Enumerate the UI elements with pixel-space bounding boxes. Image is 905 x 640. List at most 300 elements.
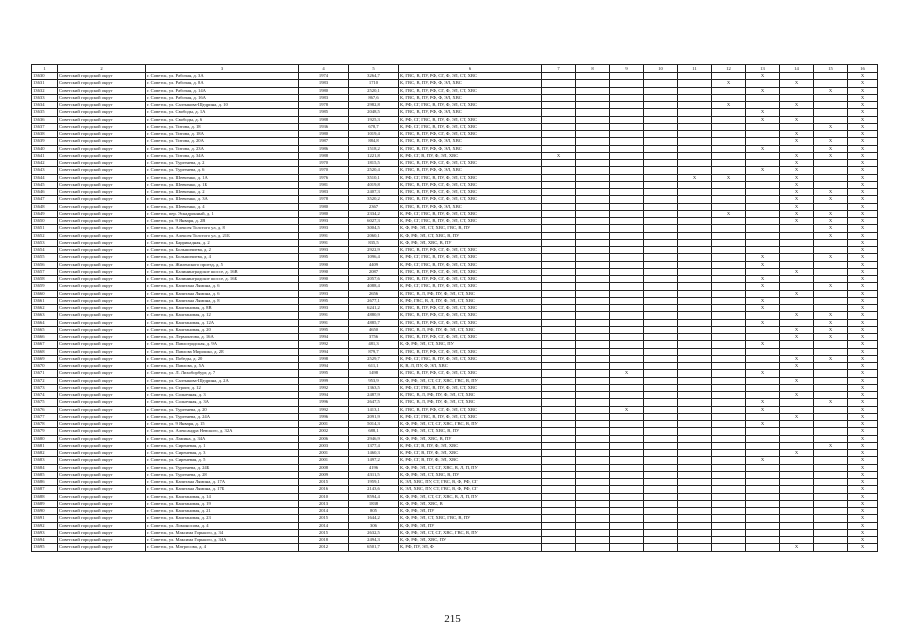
mark-cell [542, 413, 576, 420]
row-number: 13633 [32, 94, 58, 101]
mark-cell [644, 152, 678, 159]
row-number: 13634 [32, 102, 58, 109]
address-cell: г. Советск, ул. Сиреневая, д. 1 [146, 442, 299, 449]
elements-cell: К, РФ, СГ, ГВС, В, ПУ, Ф, ЭЛ, СТ, ХВС [399, 261, 542, 268]
mark-cell [576, 421, 610, 428]
column-header: 7 [542, 65, 576, 73]
mark-cell: X [814, 152, 848, 159]
mark-cell: X [746, 116, 780, 123]
address-cell: г. Советск, ул. Победы, д. 20 [146, 355, 299, 362]
address-cell: г. Советск, ул. Каштановая, д. 12А [146, 319, 299, 326]
area-cell: 4311,5 [349, 471, 399, 478]
mark-cell [678, 515, 712, 522]
mark-cell [576, 189, 610, 196]
mark-cell [678, 413, 712, 420]
area-cell: 3510,1 [349, 174, 399, 181]
district-cell: Советский городской округ [58, 421, 146, 428]
mark-cell [746, 413, 780, 420]
row-number: 13680 [32, 435, 58, 442]
address-cell: г. Советск, ул. Ломоносова, д. 4 [146, 522, 299, 529]
mark-cell [780, 435, 814, 442]
mark-cell [814, 392, 848, 399]
mark-cell [678, 363, 712, 370]
mark-cell [542, 522, 576, 529]
table-row [32, 174, 878, 181]
mark-cell [780, 87, 814, 94]
area-cell: 306 [349, 522, 399, 529]
table-row [32, 406, 878, 413]
mark-cell: X [746, 305, 780, 312]
year-cell: 1936 [299, 123, 349, 130]
mark-cell [610, 73, 644, 80]
address-cell: г. Советск, ул. Солнечная, д. 3А [146, 399, 299, 406]
elements-cell: К, ГВС, В, ПУ, РФ, СГ, Ф, ЭЛ, СТ, ХВС [399, 370, 542, 377]
column-header: 12 [712, 65, 746, 73]
mark-cell [780, 406, 814, 413]
mark-cell [576, 80, 610, 87]
address-cell: г. Советск, ул. Шевченко, д. 2 [146, 189, 299, 196]
mark-cell [610, 392, 644, 399]
area-cell: 2494,3 [349, 537, 399, 544]
mark-cell [644, 457, 678, 464]
elements-cell: К, Ф, РФ, ЭЛ, СТ, СГ, ХВС, ГВС, В, ПУ [399, 421, 542, 428]
mark-cell [678, 428, 712, 435]
mark-cell: X [848, 305, 878, 312]
mark-cell: X [780, 80, 814, 87]
mark-cell [746, 334, 780, 341]
mark-cell [712, 73, 746, 80]
mark-cell [746, 247, 780, 254]
mark-cell [678, 160, 712, 167]
area-cell: 2487,9 [349, 392, 399, 399]
year-cell: 2014 [299, 508, 349, 515]
mark-cell [542, 94, 576, 101]
table-row [32, 442, 878, 449]
elements-cell: К, ГВС, В, ПУ, РФ, Ф, ЭЛ, ХВС [399, 109, 542, 116]
mark-cell [678, 232, 712, 239]
area-cell: 2656 [349, 290, 399, 297]
row-number: 13684 [32, 464, 58, 471]
address-cell: г. Советск, ул. Каштановая, д. 12 [146, 312, 299, 319]
mark-cell: X [848, 515, 878, 522]
mark-cell [712, 486, 746, 493]
address-cell: г. Советск, ул. Рабочая, д. 14А [146, 87, 299, 94]
mark-cell [644, 413, 678, 420]
table-row [32, 515, 878, 522]
address-cell: г. Советск, ул. Тургенева, д. 24А [146, 413, 299, 420]
mark-cell [678, 145, 712, 152]
table-row [32, 537, 878, 544]
year-cell: 2012 [299, 544, 349, 551]
mark-cell [746, 131, 780, 138]
table-row [32, 392, 878, 399]
mark-cell [746, 493, 780, 500]
area-cell: 2922,9 [349, 247, 399, 254]
mark-cell [610, 355, 644, 362]
row-number: 13648 [32, 203, 58, 210]
mark-cell [610, 181, 644, 188]
area-cell: 4409 [349, 261, 399, 268]
elements-cell: К, Ф, РФ, ЭЛ, СТ, СГ, ХВС, В, Л, П, ПУ [399, 493, 542, 500]
mark-cell [644, 377, 678, 384]
address-cell: г. Советск, ул. Тургенева, д. 6 [146, 167, 299, 174]
elements-cell: К, РФ, СГ, В, ПУ, Ф, ЭЛ, ХВС [399, 457, 542, 464]
mark-cell [542, 515, 576, 522]
area-cell: 3520,2 [349, 196, 399, 203]
row-number: 13652 [32, 232, 58, 239]
address-cell: г. Советск, ул. Максима Горького, д. 34А [146, 537, 299, 544]
year-cell: 1996 [299, 399, 349, 406]
area-cell: 1959,1 [349, 479, 399, 486]
mark-cell [712, 268, 746, 275]
mark-cell [712, 131, 746, 138]
address-cell: г. Советск, ул. Капитана Лямина, д. 17Б [146, 486, 299, 493]
column-header: 15 [814, 65, 848, 73]
mark-cell [644, 196, 678, 203]
table-row [32, 297, 878, 304]
mark-cell [542, 457, 576, 464]
table-row [32, 355, 878, 362]
area-cell: 2057,6 [349, 276, 399, 283]
year-cell: 1996 [299, 413, 349, 420]
row-number: 13649 [32, 210, 58, 217]
mark-cell [644, 319, 678, 326]
mark-cell [610, 203, 644, 210]
mark-cell [746, 174, 780, 181]
year-cell: 1992 [299, 406, 349, 413]
mark-cell: X [780, 131, 814, 138]
district-cell: Советский городской округ [58, 529, 146, 536]
year-cell: 1995 [299, 326, 349, 333]
address-cell: г. Советск, пер. Эскадронный, д. 1 [146, 210, 299, 217]
district-cell: Советский городской округ [58, 515, 146, 522]
address-cell: г. Советск, ул. Ламина, д. 34А [146, 435, 299, 442]
mark-cell [542, 370, 576, 377]
mark-cell [746, 80, 780, 87]
mark-cell [678, 210, 712, 217]
area-cell: 2520,4 [349, 167, 399, 174]
mark-cell [678, 276, 712, 283]
mark-cell [746, 239, 780, 246]
area-cell: 4885,7 [349, 319, 399, 326]
district-cell: Советский городской округ [58, 123, 146, 130]
address-cell: г. Советск, ул. Калининградское шоссе, д. 16Б [146, 276, 299, 283]
mark-cell [576, 145, 610, 152]
mark-cell [644, 203, 678, 210]
mark-cell: X [780, 181, 814, 188]
year-cell: 1983 [299, 189, 349, 196]
mark-cell [746, 450, 780, 457]
row-number: 13674 [32, 392, 58, 399]
column-header: 11 [678, 65, 712, 73]
mark-cell [542, 109, 576, 116]
table-row [32, 80, 878, 87]
mark-cell [542, 247, 576, 254]
address-cell: г. Советск, ул. Салтыкова-Щедрина, д. 10 [146, 102, 299, 109]
row-number: 13651 [32, 225, 58, 232]
mark-cell: X [814, 189, 848, 196]
area-cell: 879,7 [349, 348, 399, 355]
mark-cell [644, 225, 678, 232]
mark-cell: X [814, 312, 848, 319]
area-cell: 2407,3 [349, 189, 399, 196]
mark-cell: X [848, 210, 878, 217]
mark-cell [712, 326, 746, 333]
mark-cell [542, 116, 576, 123]
district-cell: Советский городской округ [58, 94, 146, 101]
year-cell: 1990 [299, 261, 349, 268]
mark-cell [610, 254, 644, 261]
mark-cell [610, 529, 644, 536]
table-row [32, 363, 878, 370]
mark-cell [542, 87, 576, 94]
mark-cell: X [814, 196, 848, 203]
table-row [32, 421, 878, 428]
year-cell: 1995 [299, 254, 349, 261]
mark-cell [542, 261, 576, 268]
row-number: 13635 [32, 109, 58, 116]
row-number: 13671 [32, 370, 58, 377]
address-cell: г. Советск, ул. Каштановая, д. 19 [146, 500, 299, 507]
elements-cell: К, РФ, СГ, ГВС, В, ПУ, Ф, ЭЛ, СТ, ХВС [399, 254, 542, 261]
mark-cell [576, 486, 610, 493]
mark-cell: X [814, 283, 848, 290]
elements-cell: К, РФ, СГ, ГВС, В, ПУ, Ф, ЭЛ, СТ, ХВС [399, 102, 542, 109]
mark-cell [712, 413, 746, 420]
year-cell: 1991 [299, 312, 349, 319]
mark-cell [644, 355, 678, 362]
mark-cell [712, 348, 746, 355]
district-cell: Советский городской округ [58, 189, 146, 196]
district-cell: Советский городской округ [58, 167, 146, 174]
mark-cell [746, 152, 780, 159]
mark-cell: X [848, 181, 878, 188]
table-row [32, 305, 878, 312]
mark-cell [576, 471, 610, 478]
mark-cell [644, 276, 678, 283]
mark-cell [644, 471, 678, 478]
elements-cell: К, Ф, РФ, ЭЛ, ХВС, ПУ [399, 537, 542, 544]
mark-cell [610, 312, 644, 319]
mark-cell [644, 87, 678, 94]
mark-cell [814, 500, 848, 507]
mark-cell: X [780, 392, 814, 399]
district-cell: Советский городской округ [58, 377, 146, 384]
table-row [32, 189, 878, 196]
mark-cell [678, 87, 712, 94]
area-cell: 2632,5 [349, 529, 399, 536]
mark-cell: X [848, 87, 878, 94]
mark-cell: X [848, 145, 878, 152]
mark-cell [678, 334, 712, 341]
mark-cell [746, 529, 780, 536]
mark-cell [814, 109, 848, 116]
mark-cell [712, 384, 746, 391]
mark-cell [542, 210, 576, 217]
year-cell: 1983 [299, 94, 349, 101]
mark-cell [576, 174, 610, 181]
area-cell: 4880,9 [349, 312, 399, 319]
elements-cell: К, ГВС, В, ПУ, РФ, СГ, Ф, ЭЛ, СТ, ХВС [399, 334, 542, 341]
mark-cell [644, 450, 678, 457]
mark-cell: X [814, 399, 848, 406]
area-cell: 4088,4 [349, 283, 399, 290]
mark-cell [780, 254, 814, 261]
mark-cell: X [848, 167, 878, 174]
mark-cell: X [610, 370, 644, 377]
register-table [31, 64, 878, 552]
mark-cell: X [848, 406, 878, 413]
mark-cell [746, 312, 780, 319]
district-cell: Советский городской округ [58, 181, 146, 188]
elements-cell: К, РФ, СГ, ГВС, В, ПУ, Ф, ЭЛ, СТ, ХВС [399, 384, 542, 391]
mark-cell: X [814, 334, 848, 341]
mark-cell [780, 109, 814, 116]
mark-cell [610, 174, 644, 181]
mark-cell [814, 181, 848, 188]
mark-cell [576, 515, 610, 522]
mark-cell [678, 544, 712, 551]
row-number: 13646 [32, 189, 58, 196]
address-cell: г. Советск, ул. Тургенева, д. 2 [146, 160, 299, 167]
elements-cell: К, Ф, РФ, ЭЛ, ХВС, В [399, 500, 542, 507]
elements-cell: К, Ф, РФ, ЭЛ, ХВС, В, ПУ [399, 239, 542, 246]
mark-cell [542, 290, 576, 297]
address-cell: г. Советск, ул. Каштановая, д. 14 [146, 493, 299, 500]
year-cell: 1994 [299, 392, 349, 399]
district-cell: Советский городской округ [58, 442, 146, 449]
mark-cell [542, 225, 576, 232]
mark-cell [678, 486, 712, 493]
mark-cell [780, 399, 814, 406]
elements-cell: К, ГВС, В, Л, РФ, ПУ, Ф, ЭЛ, СТ, ХВС [399, 399, 542, 406]
mark-cell [814, 305, 848, 312]
mark-cell: X [848, 355, 878, 362]
mark-cell [644, 392, 678, 399]
mark-cell [576, 479, 610, 486]
mark-cell [644, 232, 678, 239]
mark-cell [644, 435, 678, 442]
mark-cell [644, 508, 678, 515]
district-cell: Советский городской округ [58, 522, 146, 529]
row-number: 13645 [32, 181, 58, 188]
area-cell: 6241,2 [349, 305, 399, 312]
year-cell: 1980 [299, 203, 349, 210]
elements-cell: К, ГВС, В, ПУ, РФ, СГ, Ф, ЭЛ, СТ, ХВС [399, 348, 542, 355]
row-number: 13695 [32, 544, 58, 551]
mark-cell [678, 377, 712, 384]
mark-cell: X [848, 276, 878, 283]
table-row [32, 479, 878, 486]
mark-cell: X [746, 283, 780, 290]
table-row [32, 254, 878, 261]
row-number: 13693 [32, 529, 58, 536]
year-cell: 2015 [299, 529, 349, 536]
row-number: 13669 [32, 355, 58, 362]
mark-cell: X [848, 254, 878, 261]
mark-cell [780, 297, 814, 304]
mark-cell [780, 508, 814, 515]
table-row [32, 457, 878, 464]
table-row [32, 167, 878, 174]
elements-cell: К, ГВС, В, ПУ, РФ, Ф, ЭЛ, ХВС [399, 80, 542, 87]
mark-cell [542, 232, 576, 239]
row-number: 13689 [32, 500, 58, 507]
district-cell: Советский городской округ [58, 109, 146, 116]
mark-cell [576, 218, 610, 225]
mark-cell [678, 283, 712, 290]
table-body [32, 73, 878, 552]
mark-cell: X [848, 384, 878, 391]
district-cell: Советский городской округ [58, 196, 146, 203]
table-row [32, 160, 878, 167]
mark-cell [712, 145, 746, 152]
district-cell: Советский городской округ [58, 464, 146, 471]
mark-cell [712, 515, 746, 522]
elements-cell: К, ГВС, В, ПУ, РФ, СГ, Ф, ЭЛ, СТ, ХВС [399, 406, 542, 413]
mark-cell: X [780, 450, 814, 457]
mark-cell [576, 399, 610, 406]
year-cell: 1987 [299, 138, 349, 145]
mark-cell [644, 109, 678, 116]
mark-cell [610, 500, 644, 507]
mark-cell [814, 94, 848, 101]
elements-cell: К, Ф, РФ, ЭЛ, СТ, СГ, ХВС, ГВС, В, ПУ [399, 529, 542, 536]
address-cell: г. Советск, ул. Рабочая, д. 16А [146, 94, 299, 101]
elements-cell: К, Ф, РФ, ЭЛ, ПУ [399, 508, 542, 515]
mark-cell [542, 138, 576, 145]
mark-cell [780, 442, 814, 449]
row-number: 13683 [32, 457, 58, 464]
mark-cell [542, 486, 576, 493]
mark-cell [678, 80, 712, 87]
mark-cell [644, 138, 678, 145]
mark-cell [644, 493, 678, 500]
district-cell: Советский городской округ [58, 471, 146, 478]
district-cell: Советский городской округ [58, 290, 146, 297]
mark-cell [610, 413, 644, 420]
year-cell: 2001 [299, 450, 349, 457]
district-cell: Советский городской округ [58, 254, 146, 261]
area-cell: 953,9 [349, 377, 399, 384]
mark-cell [712, 522, 746, 529]
mark-cell [542, 348, 576, 355]
mark-cell: X [848, 529, 878, 536]
year-cell: 1990 [299, 276, 349, 283]
elements-cell: К, ГВС, В, ПУ, РФ, СГ, Ф, ЭЛ, СТ, ХВС [399, 319, 542, 326]
mark-cell [678, 529, 712, 536]
mark-cell [542, 131, 576, 138]
district-cell: Советский городской округ [58, 319, 146, 326]
mark-cell [746, 442, 780, 449]
elements-cell: К, ГВС, В, ПУ, РФ, СГ, Ф, ЭЛ, СТ, ХВС [399, 87, 542, 94]
area-cell: 2091,9 [349, 413, 399, 420]
mark-cell [814, 428, 848, 435]
mark-cell: X [814, 218, 848, 225]
area-cell: 1377,4 [349, 442, 399, 449]
mark-cell [746, 160, 780, 167]
mark-cell [610, 80, 644, 87]
mark-cell: X [780, 363, 814, 370]
year-cell: 1992 [299, 384, 349, 391]
area-cell: 884,8 [349, 138, 399, 145]
table-row [32, 493, 878, 500]
district-cell: Советский городской округ [58, 428, 146, 435]
mark-cell [644, 131, 678, 138]
year-cell: 2003 [299, 442, 349, 449]
mark-cell [712, 493, 746, 500]
district-cell: Советский городской округ [58, 160, 146, 167]
